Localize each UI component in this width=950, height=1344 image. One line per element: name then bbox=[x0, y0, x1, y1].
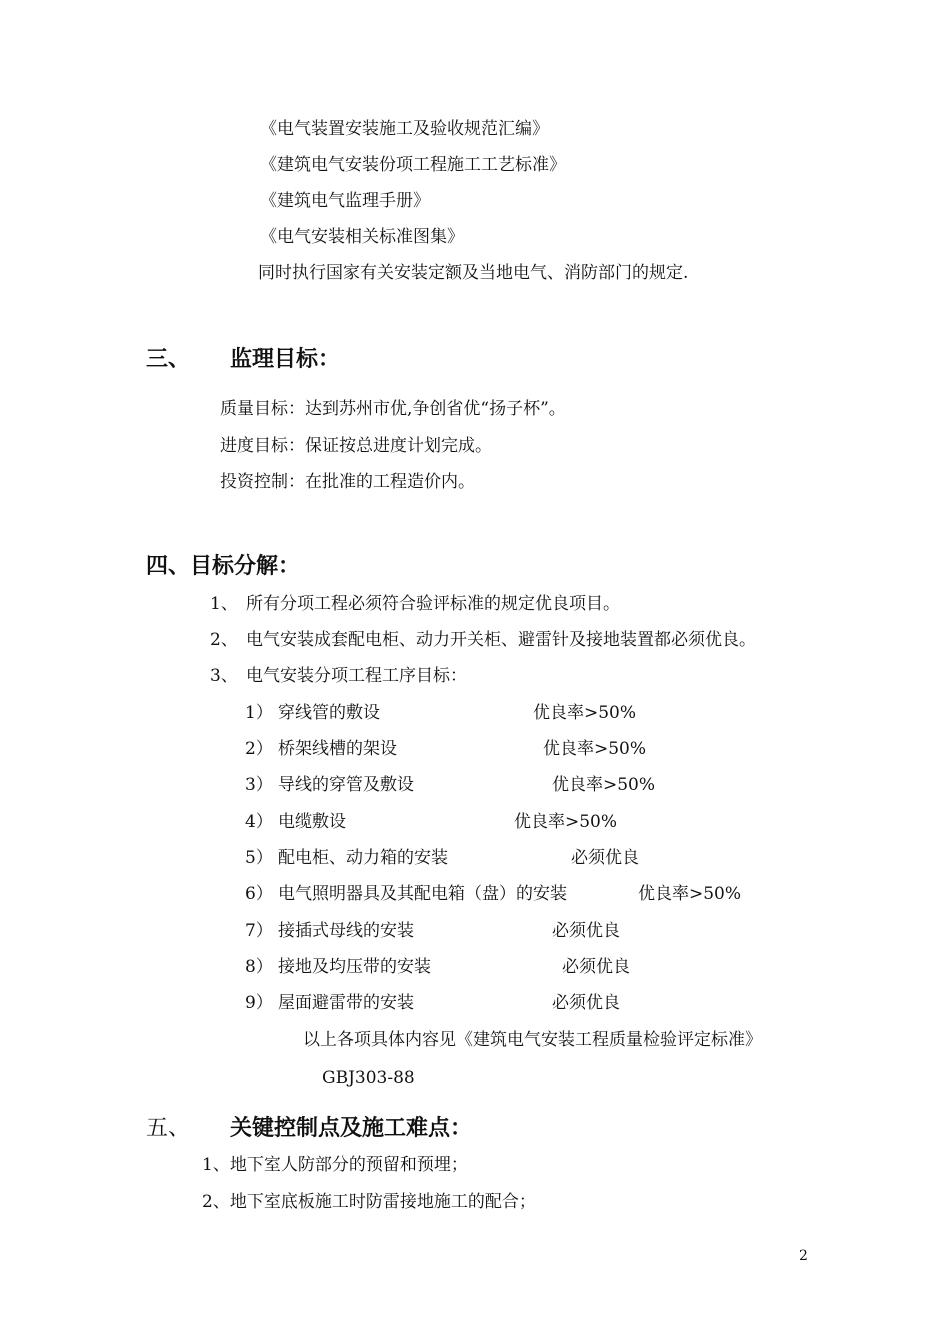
sub-item-number: 8） bbox=[245, 957, 273, 977]
sub-item-number: 9） bbox=[245, 993, 273, 1013]
standard-note: 以上各项具体内容见《建筑电气安装工程质量检验评定标准》 bbox=[303, 1030, 762, 1050]
list-item: 1、地下室人防部分的预留和预埋； bbox=[202, 1155, 468, 1175]
sub-item-number: 2） bbox=[245, 739, 273, 759]
section-heading-4: 四、目标分解： bbox=[146, 554, 301, 579]
goal-item: 投资控制：在批准的工程造价内。 bbox=[220, 472, 475, 492]
sub-item-number: 6） bbox=[245, 884, 273, 904]
sub-item-name: 穿线管的敷设 bbox=[278, 703, 380, 723]
section-number: 三、 bbox=[146, 347, 191, 372]
sub-item-name: 配电柜、动力箱的安装 bbox=[278, 848, 448, 868]
sub-item-name: 电缆敷设 bbox=[278, 812, 346, 832]
list-item: 3、 电气安装分项工程工序目标： bbox=[210, 666, 467, 686]
sub-item-number: 1） bbox=[245, 703, 273, 723]
standard-code: GBJ303-88 bbox=[322, 1068, 415, 1088]
section-heading-5 bbox=[146, 1115, 472, 1143]
reference-item: 《建筑电气监理手册》 bbox=[260, 191, 430, 211]
sub-item-target: 优良率>50% bbox=[533, 703, 637, 723]
section-number: 五、 bbox=[146, 1116, 191, 1141]
goal-item: 质量目标：达到苏州市优,争创省优“扬子杯”。 bbox=[220, 399, 566, 419]
sub-item-name: 接插式母线的安装 bbox=[278, 921, 414, 941]
sub-item-name: 导线的穿管及敷设 bbox=[278, 775, 414, 795]
sub-item-target: 必须优良 bbox=[571, 848, 639, 868]
sub-item-number: 5） bbox=[245, 848, 273, 868]
sub-item-number: 4） bbox=[245, 812, 273, 832]
section-title: 监理目标： bbox=[230, 347, 341, 372]
sub-item-target: 必须优良 bbox=[552, 921, 620, 941]
sub-item-target: 优良率>50% bbox=[543, 739, 647, 759]
section-title: 关键控制点及施工难点： bbox=[230, 1116, 473, 1141]
sub-item-target: 必须优良 bbox=[562, 957, 630, 977]
sub-item-target: 优良率>50% bbox=[552, 775, 656, 795]
sub-item-number: 3） bbox=[245, 775, 273, 795]
sub-item-name: 电气照明器具及其配电箱（盘）的安装 bbox=[278, 884, 567, 904]
reference-item: 《建筑电气安装份项工程施工工艺标准》 bbox=[260, 155, 566, 175]
reference-item: 《电气安装相关标准图集》 bbox=[260, 227, 464, 247]
list-item: 1、 所有分项工程必须符合验评标准的规定优良项目。 bbox=[210, 594, 620, 614]
sub-item-target: 优良率>50% bbox=[638, 884, 742, 904]
sub-item-name: 屋面避雷带的安装 bbox=[278, 993, 414, 1013]
list-item: 2、 电气安装成套配电柜、动力开关柜、避雷针及接地装置都必须优良。 bbox=[210, 630, 756, 650]
goal-item: 进度目标：保证按总进度计划完成。 bbox=[220, 436, 492, 456]
sub-item-name: 桥架线槽的架设 bbox=[278, 739, 397, 759]
reference-item: 《电气装置安装施工及验收规范汇编》 bbox=[260, 119, 549, 139]
sub-item-name: 接地及均压带的安装 bbox=[278, 957, 431, 977]
sub-item-number: 7） bbox=[245, 921, 273, 941]
page-number: 2 bbox=[799, 1248, 808, 1264]
sub-item-target: 必须优良 bbox=[552, 993, 620, 1013]
sub-item-target: 优良率>50% bbox=[514, 812, 618, 832]
regulation-note: 同时执行国家有关安装定额及当地电气、消防部门的规定. bbox=[258, 263, 689, 283]
list-item: 2、地下室底板施工时防雷接地施工的配合； bbox=[202, 1192, 536, 1212]
section-heading-3 bbox=[146, 346, 340, 374]
